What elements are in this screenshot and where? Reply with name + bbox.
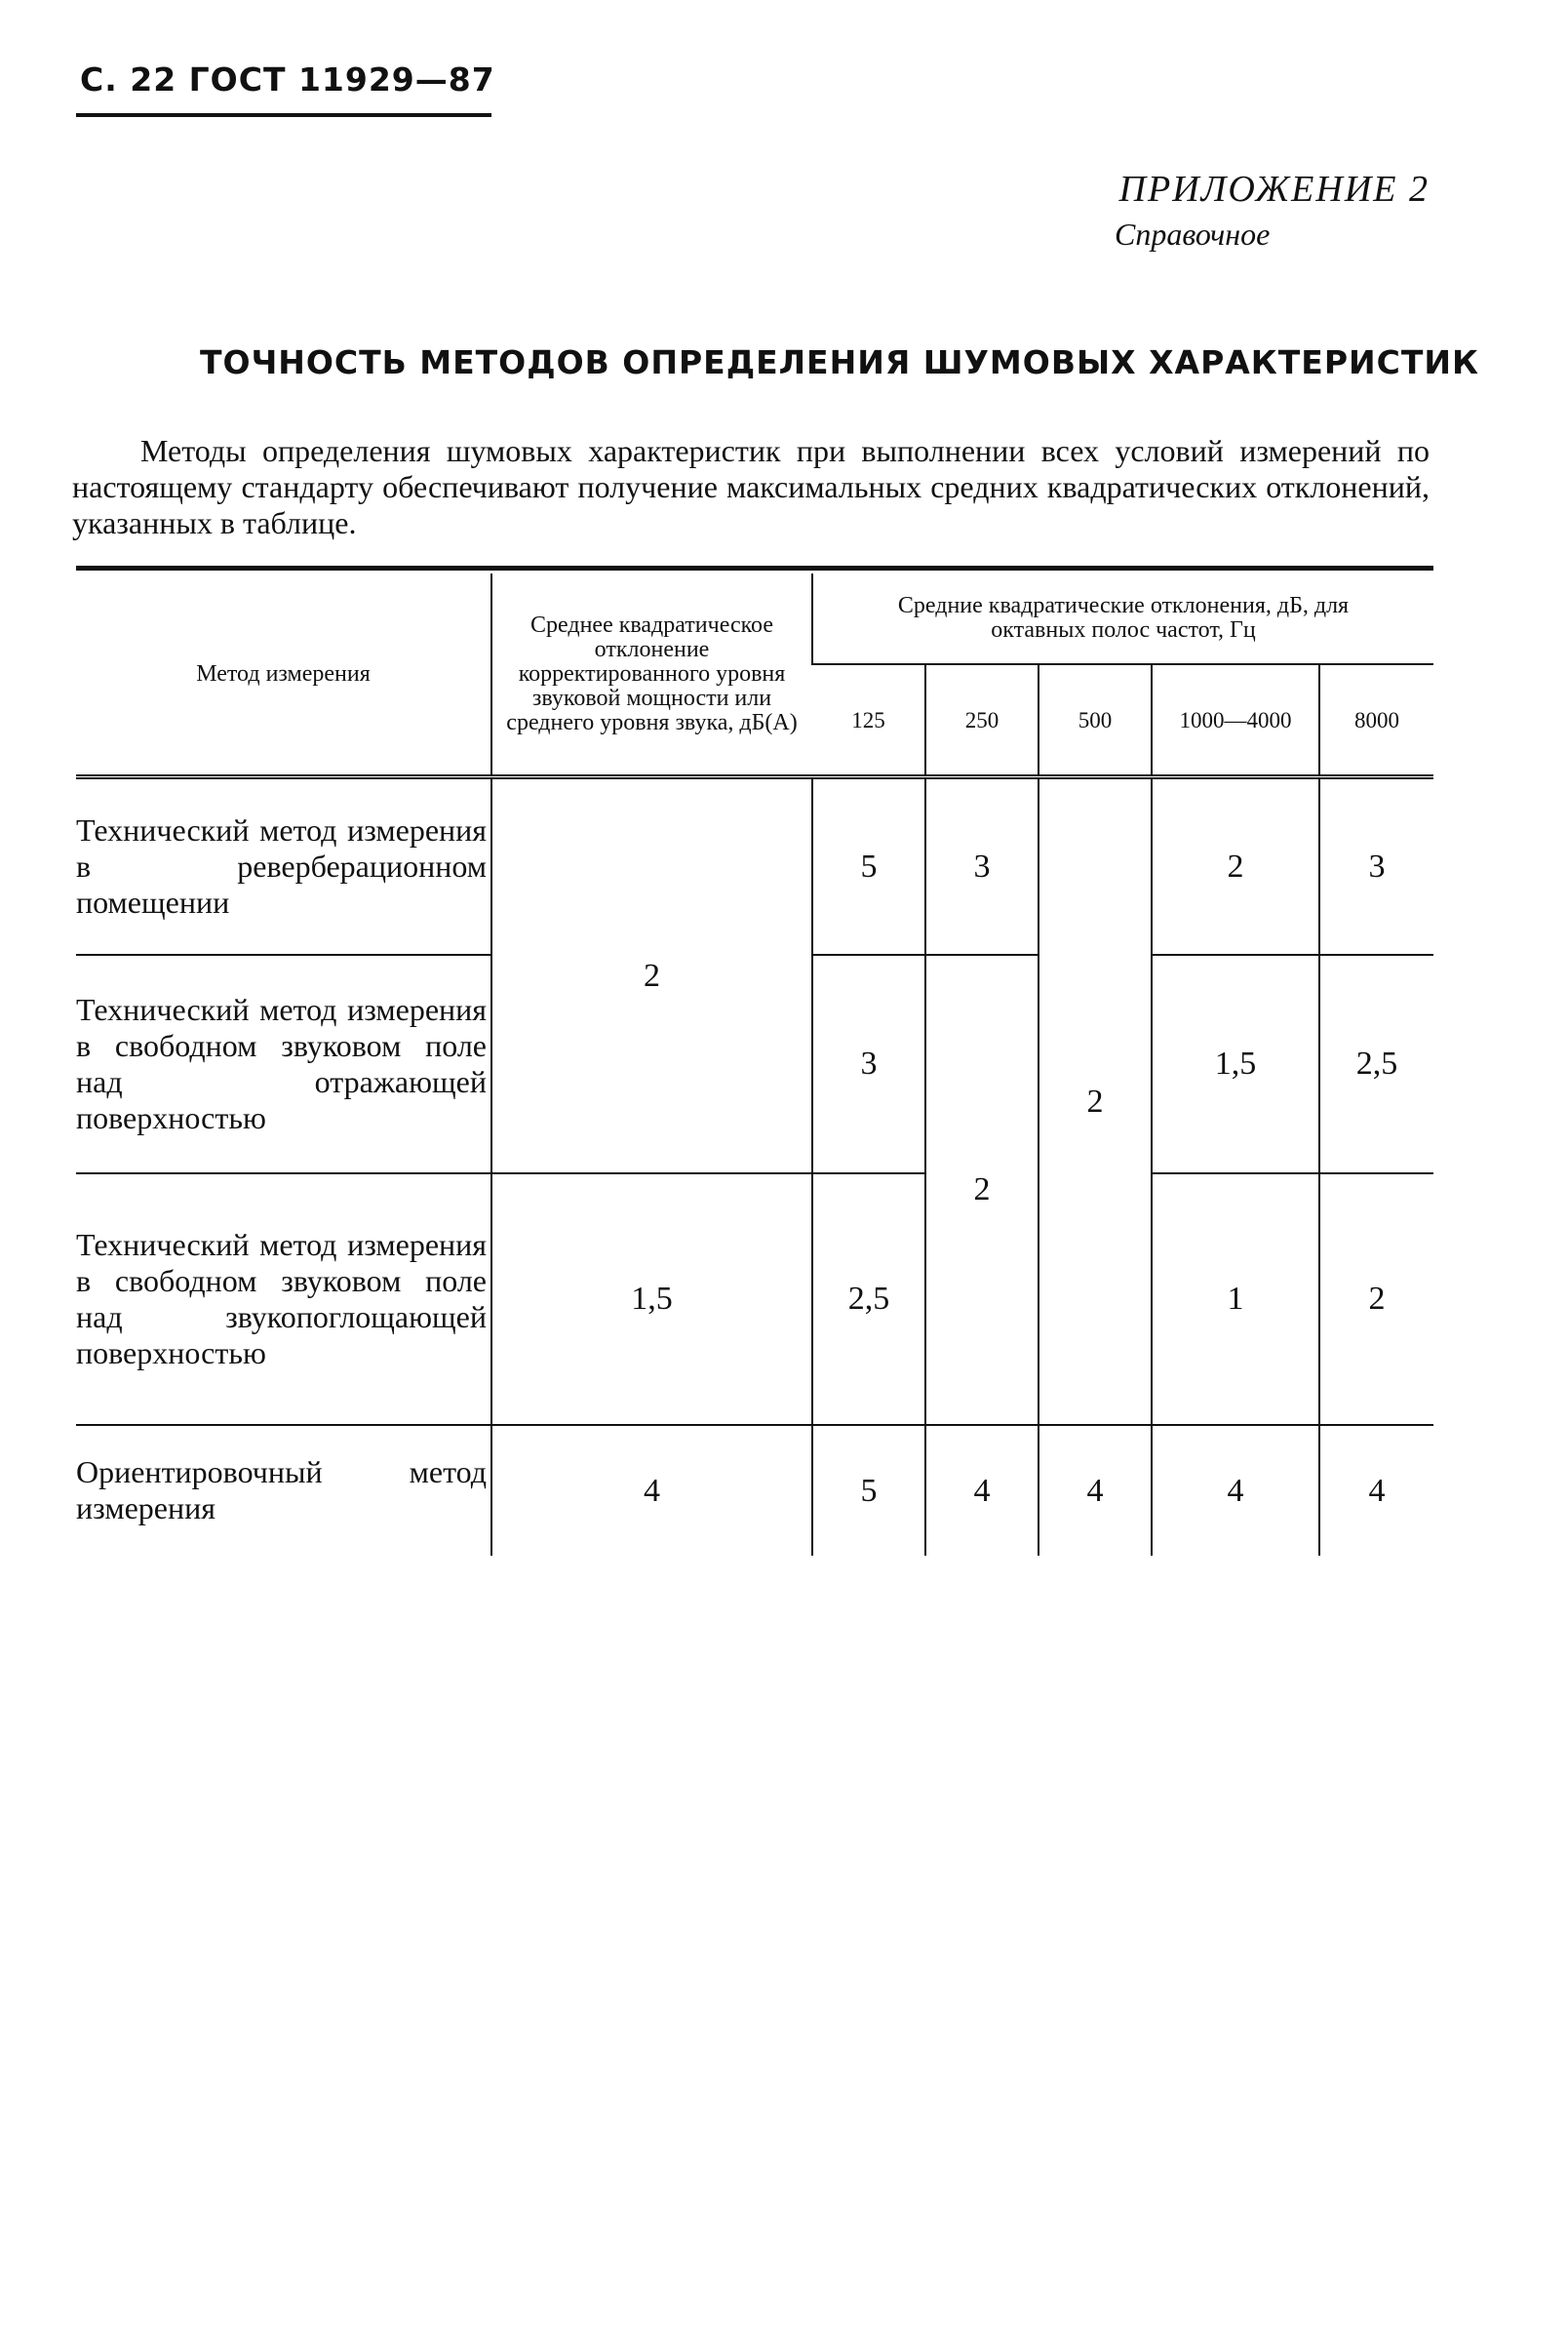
header-freq-8000: 8000: [1319, 664, 1433, 777]
value-cell-500: 2: [1039, 777, 1152, 1425]
corrected-cell: 2: [491, 777, 812, 1173]
value-cell-1000-4000: 2: [1152, 777, 1319, 955]
value-cell-500: 4: [1039, 1425, 1152, 1556]
accuracy-table: [76, 573, 1433, 1556]
table-row: [76, 1425, 1433, 1556]
value-cell-125: 5: [812, 1425, 925, 1556]
value-cell-8000: 3: [1319, 777, 1433, 955]
document-title: ТОЧНОСТЬ МЕТОДОВ ОПРЕДЕЛЕНИЯ ШУМОВЫХ ХАРАКТЕРИСТИК: [200, 343, 1479, 381]
table-top-rule: [76, 566, 1433, 571]
header-freq-125: 125: [812, 664, 925, 777]
page-header: С. 22 ГОСТ 11929—87: [80, 60, 495, 99]
value-cell-250: 2: [925, 955, 1039, 1425]
value-cell-8000: 2,5: [1319, 955, 1433, 1173]
method-cell: Ориентировочный метод измерения: [76, 1454, 487, 1525]
header-octave-deviation: Средние квадратические отклонения, дБ, для октавных полос частот, Гц: [812, 573, 1433, 664]
value-cell-1000-4000: 4: [1152, 1425, 1319, 1556]
header-freq-500: 500: [1039, 664, 1152, 777]
table-row: [76, 1173, 1433, 1425]
value-cell-125: 5: [812, 777, 925, 955]
value-cell-1000-4000: 1,5: [1152, 955, 1319, 1173]
accuracy-table-wrap: [76, 566, 1433, 1556]
value-cell-250: 3: [925, 777, 1039, 955]
value-cell-125: 3: [812, 955, 925, 1173]
intro-text: Методы определения шумовых характеристик при выполнении всех условий измерений по настоящему стандарту обеспечивают получение максимальных средних квадратических отклонений, указанных в таблице.: [72, 433, 1430, 540]
method-cell: Технический метод измерения в свободном звуковом поле над отражающей поверхностью: [76, 955, 491, 1173]
header-corrected-deviation: Среднее квадратическое отклонение корректированного уровня звуковой мощности или среднего уровня звука, дБ(А): [491, 573, 812, 777]
value-cell-125: 2,5: [812, 1173, 925, 1425]
table-row: [76, 777, 1433, 955]
value-cell-8000: 4: [1319, 1425, 1433, 1556]
header-freq-1000-4000: 1000—4000: [1152, 664, 1319, 777]
header-rule: [76, 113, 491, 117]
appendix-subtitle: Справочное: [1115, 217, 1271, 252]
header-method: Метод измерения: [76, 573, 491, 777]
corrected-cell: 1,5: [491, 1173, 812, 1425]
value-cell-1000-4000: 1: [1152, 1173, 1319, 1425]
method-cell: Технический метод измерения в свободном звуковом поле над звукопоглощающей поверхностью: [76, 1173, 491, 1425]
value-cell-8000: 2: [1319, 1173, 1433, 1425]
method-cell: Технический метод измерения в реверберационном помещении: [76, 777, 491, 955]
corrected-cell: 4: [491, 1425, 812, 1556]
appendix-title: ПРИЛОЖЕНИЕ 2: [1118, 169, 1430, 210]
value-cell-250: 4: [925, 1425, 1039, 1556]
intro-paragraph: [72, 433, 1430, 541]
header-freq-250: 250: [925, 664, 1039, 777]
